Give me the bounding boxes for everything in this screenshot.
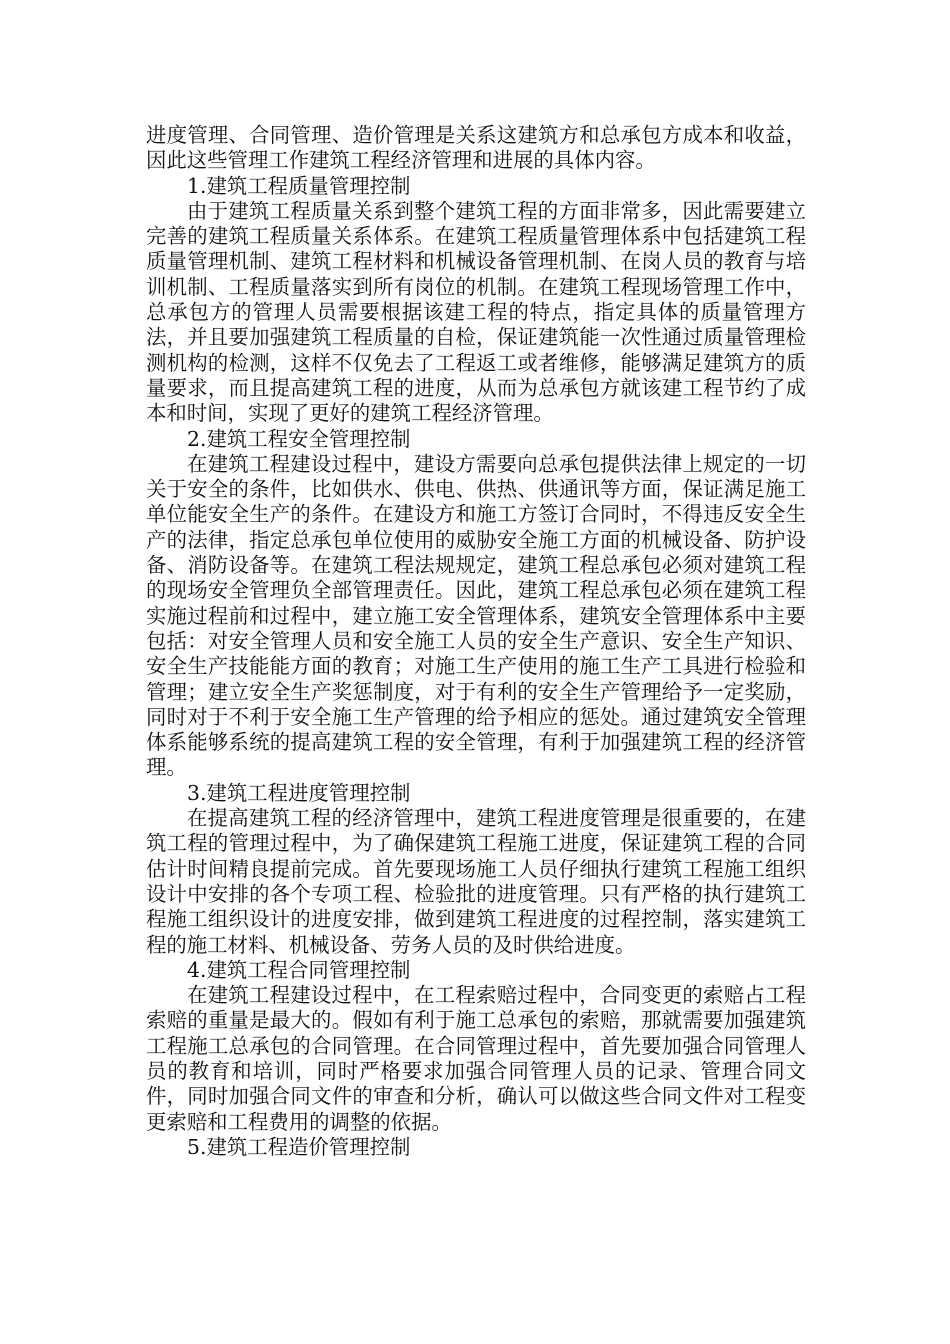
- section-heading-contract: 4.建筑工程合同管理控制: [187, 957, 411, 982]
- document-page: [146, 123, 806, 1160]
- body-paragraph-safety: 在建筑工程建设过程中，建设方需要向总承包提供法律上规定的一切关于安全的条件，比如供水、供电、供热、供通讯等方面，保证满足施工单位能安全生产的条件。在建设方和施工方签订合同时，不得违反安全生产的法律，指定总承包单位使用的威胁安全施工方面的机械设备、防护设备、消防设备等。在建筑工程法规规定，建筑工程总承包必须对建筑工程的现场安全管理负全部管理责任。因此，建筑工程总承包必须在建筑工程实施过程前和过程中，建立施工安全管理体系，建筑安全管理体系中主要包括：对安全管理人员和安全施工人员的安全生产意识、安全生产知识、安全生产技能能方面的教育；对施工生产使用的施工生产工具进行检验和管理；建立安全生产奖惩制度，对于有利的安全生产管理给予一定奖励，同时对于不利于安全施工生产管理的给予相应的惩处。通过建筑安全管理体系能够系统的提高建筑工程的安全管理，有利于加强建筑工程的经济管理。: [146, 451, 806, 780]
- body-paragraph-0: 进度管理、合同管理、造价管理是关系这建筑方和总承包方成本和收益，因此这些管理工作建筑工程经济管理和进展的具体内容。: [146, 123, 806, 173]
- body-paragraph-schedule: 在提高建筑工程的经济管理中，建筑工程进度管理是很重要的，在建筑工程的管理过程中，为了确保建筑工程施工进度，保证建筑工程的合同估计时间精良提前完成。首先要现场施工人员仔细执行建筑工程施工组织设计中安排的各个专项工程、检验批的进度管理。只有严格的执行建筑工程施工组织设计的进度安排，做到建筑工程进度的过程控制，落实建筑工程的施工材料、机械设备、劳务人员的及时供给进度。: [146, 806, 806, 957]
- section-heading-quality: 1.建筑工程质量管理控制: [187, 173, 411, 198]
- section-heading-safety: 2.建筑工程安全管理控制: [187, 426, 411, 451]
- body-paragraph-quality: 由于建筑工程质量关系到整个建筑工程的方面非常多，因此需要建立完善的建筑工程质量关系体系。在建筑工程质量管理体系中包括建筑工程质量管理机制、建筑工程材料和机械设备管理机制、在岗人员的教育与培训机制、工程质量落实到所有岗位的机制。在建筑工程现场管理工作中，总承包方的管理人员需要根据该建工程的特点，指定具体的质量管理方法，并且要加强建筑工程质量的自检，保证建筑能一次性通过质量管理检测机构的检测，这样不仅免去了工程返工或者维修，能够满足建筑方的质量要求，而且提高建筑工程的进度，从而为总承包方就该建工程节约了成本和时间，实现了更好的建筑工程经济管理。: [146, 198, 806, 426]
- section-heading-schedule: 3.建筑工程进度管理控制: [187, 780, 411, 805]
- section-heading-cost: 5.建筑工程造价管理控制: [187, 1134, 411, 1159]
- body-paragraph-contract: 在建筑工程建设过程中，在工程索赔过程中，合同变更的索赔占工程索赔的重量是最大的。假如有利于施工总承包的索赔，那就需要加强建筑工程施工总承包的合同管理。在合同管理过程中，首先要加强合同管理人员的教育和培训，同时严格要求加强合同管理人员的记录、管理合同文件，同时加强合同文件的审查和分析，确认可以做这些合同文件对工程变更索赔和工程费用的调整的依据。: [146, 983, 806, 1134]
